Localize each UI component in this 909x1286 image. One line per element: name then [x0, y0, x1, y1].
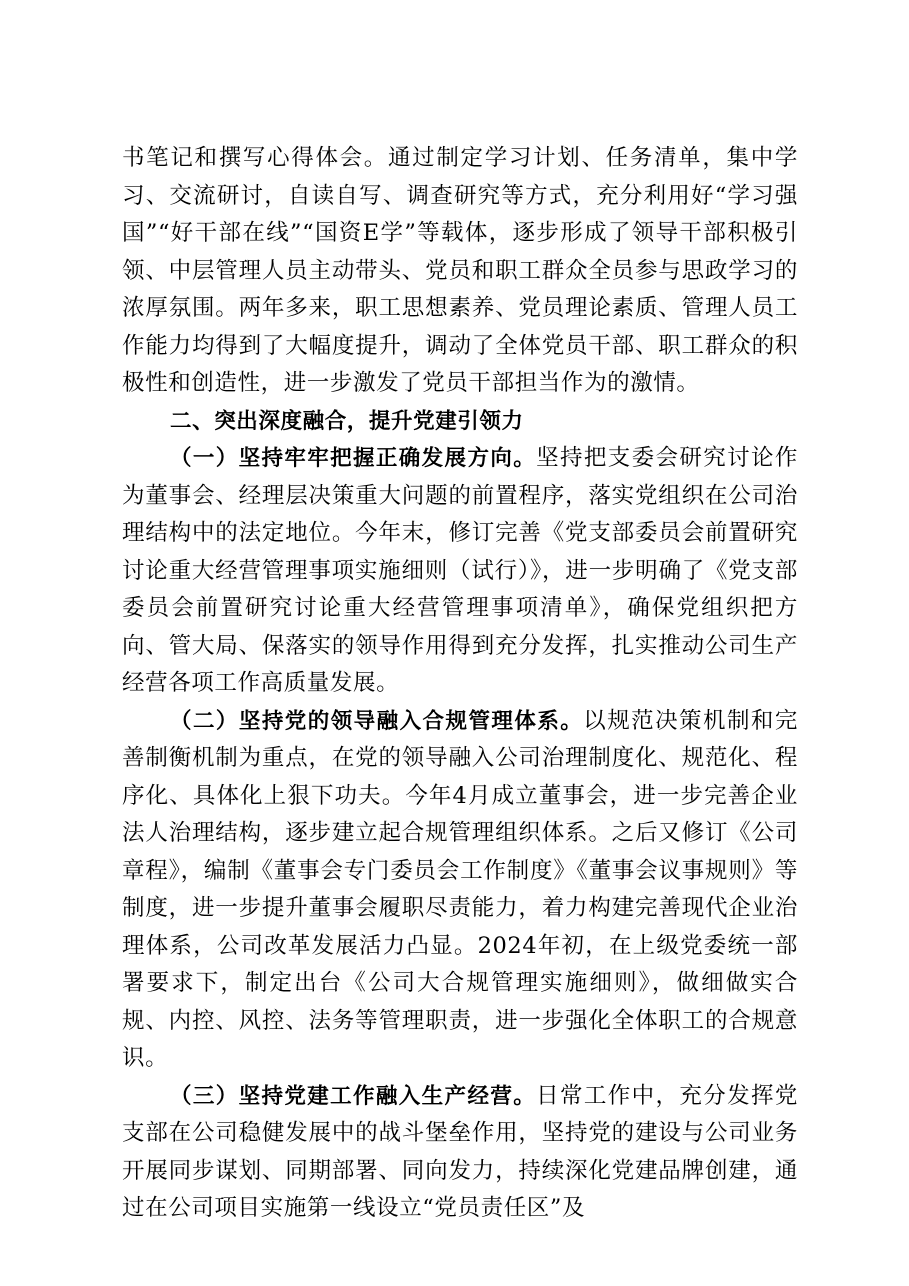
paragraph-lead-in: （二）坚持党的领导融入合规管理体系。	[170, 708, 584, 734]
document-body	[122, 140, 798, 1228]
paragraph-item-1	[122, 440, 798, 703]
paragraph-text: 坚持把支委会研究讨论作为董事会、经理层决策重大问题的前置程序，落实党组织在公司治理结构中的法定地位。今年末，修订完善《党支部委员会前置研究讨论重大经营管理事项实施细则（试行）》，进一步明确了《党支部委员会前置研究讨论重大经营管理事项清单》，确保党组织把方向、管大局、保落实的领导作用得到充分发挥，扎实推动公司生产经营各项工作高质量发展。	[122, 445, 798, 696]
paragraph-text: 以规范决策机制和完善制衡机制为重点，在党的领导融入公司治理制度化、规范化、程序化、具体化上狠下功夫。今年4月成立董事会，进一步完善企业法人治理结构，逐步建立起合规管理组织体系。之后又修订《公司章程》，编制《董事会专门委员会工作制度》《董事会议事规则》等制度，进一步提升董事会履职尽责能力，着力构建完善现代企业治理体系，公司改革发展活力凸显。2024年初，在上级党委统一部署要求下，制定出台《公司大合规管理实施细则》，做细做实合规、内控、风控、法务等管理职责，进一步强化全体职工的合规意识。	[122, 707, 798, 1071]
paragraph-lead-in: （一）坚持牢牢把握正确发展方向。	[170, 446, 537, 471]
paragraph-item-2	[122, 703, 798, 1078]
paragraph-continuation	[122, 140, 798, 403]
paragraph-text: 日常工作中，充分发挥党支部在公司稳健发展中的战斗堡垒作用，坚持党的建设与公司业务开展同步谋划、同期部署、同向发力，持续深化党建品牌创建，通过在公司项目实施第一线设立“党员责任区”及	[122, 1082, 798, 1221]
paragraph-item-3	[122, 1078, 798, 1228]
paragraph-lead-in: （三）坚持党建工作融入生产经营。	[170, 1083, 537, 1109]
section-heading: 二、突出深度融合，提升党建引领力	[170, 408, 524, 434]
paragraph-text: 书笔记和撰写心得体会。通过制定学习计划、任务清单，集中学习、交流研讨，自读自写、调查研究等方式，充分利用好“学习强国”“好干部在线”“国资E学”等载体，逐步形成了领导干部积极引领、中层管理人员主动带头、党员和职工群众全员参与思政学习的浓厚氛围。两年多来，职工思想素养、党员理论素质、管理人员工作能力均得到了大幅度提升，调动了全体党员干部、职工群众的积极性和创造性，进一步激发了党员干部担当作为的激情。	[122, 145, 798, 396]
